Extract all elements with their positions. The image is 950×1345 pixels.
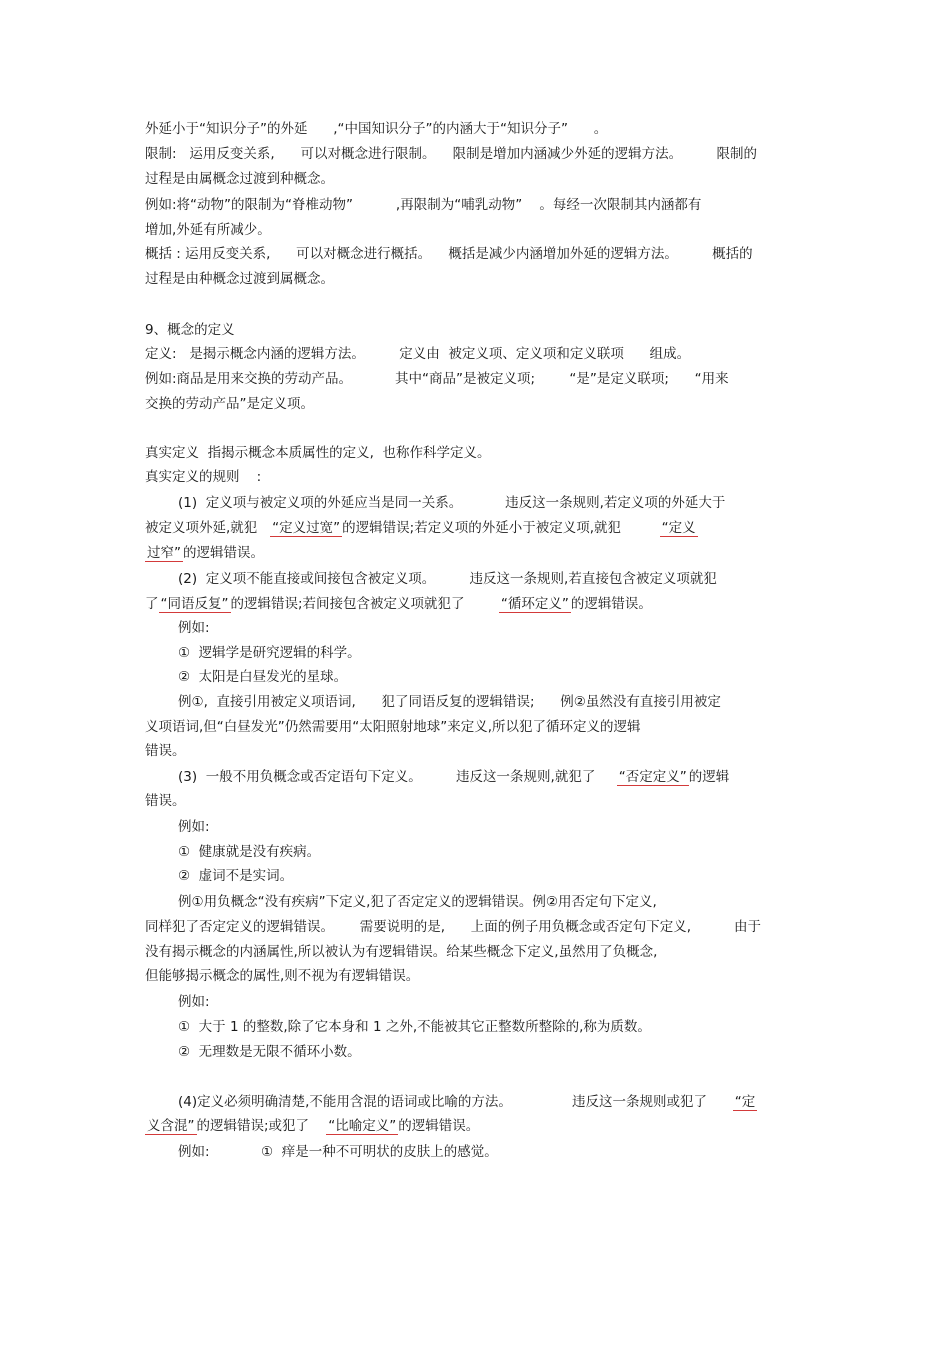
underlined-term: “同语反复” [160,596,229,612]
underlined-term: 过窄” [147,545,181,561]
text-segment: 的逻辑错误。 [570,596,652,612]
text-line [178,644,361,662]
text-line [145,345,690,363]
text-segment: 例如:商品是用来交换的劳动产品。 其中“商品”是被定义项; “是”是定义联项; “用来 [145,371,729,387]
text-segment: 错误。 [145,793,186,809]
text-segment: 交换的劳动产品”是定义项。 [145,396,314,412]
text-line [145,170,334,188]
text-segment: ② 无理数是无限不循环小数。 [178,1044,361,1060]
text-segment: (2) 定义项不能直接或间接包含被定义项。 违反这一条规则,若直接包含被定义项就犯 [178,571,717,587]
text-line [145,918,761,936]
text-segment: 例如: [178,994,210,1010]
text-segment: 例如: [178,819,210,835]
text-line [145,742,186,760]
text-segment: 例如: ① 痒是一种不可明状的皮肤上的感觉。 [178,1144,498,1160]
text-segment: 过程是由种概念过渡到属概念。 [145,271,334,287]
text-segment: ② 虚词不是实词。 [178,868,294,884]
text-segment: 的逻辑错误;若定义项的外延小于被定义项,就犯 [342,520,660,536]
text-segment: 义项语词,但“白昼发光”仍然需要用“太阳照射地球”来定义,所以犯了循环定义的逻辑 [145,719,641,735]
text-line [178,893,657,911]
text-line [178,1143,498,1161]
text-line [145,718,641,736]
text-line [145,145,757,163]
underlined-term: 义含混” [147,1118,195,1134]
text-segment: 外延小于“知识分子”的外延 ,“中国知识分子”的内涵大于“知识分子” 。 [145,121,608,137]
text-segment: 错误。 [145,743,186,759]
text-segment: (4)定义必须明确清楚,不能用含混的语词或比喻的方法。 违反这一条规则或犯了 [178,1094,733,1110]
text-line [178,1043,361,1061]
text-line [145,544,264,562]
text-segment: 定义: 是揭示概念内涵的逻辑方法。 定义由 被定义项、定义项和定义联项 组成。 [145,346,691,362]
underlined-term: “循环定义” [500,596,569,612]
underlined-term: “定义 [661,520,696,536]
text-line [145,468,261,486]
underlined-term: “比喻定义” [328,1118,397,1134]
text-segment: 的逻辑错误。 [183,545,264,561]
text-line [145,519,698,537]
text-segment: 没有揭示概念的内涵属性,所以被认为有逻辑错误。给某些概念下定义,虽然用了负概念, [145,944,658,960]
text-segment: 例①用负概念“没有疾病”下定义,犯了否定定义的逻辑错误。例②用否定句下定义, [178,894,657,910]
text-segment: 限制: 运用反变关系, 可以对概念进行限制。 限制是增加内涵减少外延的逻辑方法。 限制的 [145,146,757,162]
text-segment: (3) 一般不用负概念或否定语句下定义。 违反这一条规则,就犯了 [178,769,617,785]
text-segment: 的逻辑 [688,769,730,785]
text-line [178,619,210,637]
text-segment: 的逻辑错误;或犯了 [196,1118,327,1134]
text-line [145,270,334,288]
text-segment: 增加,外延有所减少。 [145,222,271,238]
text-line [145,321,235,339]
text-line [145,444,490,462]
text-segment: 了 [145,596,159,612]
text-line [145,245,753,263]
underlined-term: “定义过宽” [272,520,341,536]
text-segment: ① 大于 1 的整数,除了它本身和 1 之外,不能被其它正整数所整除的,称为质数。 [178,1019,651,1035]
text-line [178,1093,757,1111]
text-line [145,943,657,961]
text-line [145,967,419,985]
text-segment: 同样犯了否定定义的逻辑错误。 需要说明的是, 上面的例子用负概念或否定句下定义, 由于 [145,919,761,935]
text-line [178,993,210,1011]
text-line [145,792,186,810]
text-line [145,395,314,413]
text-segment: 例如: [178,620,210,636]
text-segment: ① 健康就是没有疾病。 [178,844,321,860]
text-line [178,693,721,711]
text-segment: 概括 : 运用反变关系, 可以对概念进行概括。 概括是减少内涵增加外延的逻辑方法。 概括的 [145,246,753,262]
text-segment: 例①, 直接引用被定义项语词, 犯了同语反复的逻辑错误; 例②虽然没有直接引用被定 [178,694,721,710]
text-line [178,768,729,786]
text-line [178,843,320,861]
underlined-term: “否定定义” [618,769,687,785]
text-segment: ② 太阳是白昼发光的星球。 [178,669,348,685]
text-line [145,370,729,388]
text-line [178,1018,651,1036]
text-segment: (1) 定义项与被定义项的外延应当是同一关系。 违反这一条规则,若定义项的外延大于 [178,495,726,511]
text-segment: 9、概念的定义 [145,322,235,338]
text-line [145,120,607,138]
text-line [178,494,725,512]
text-segment: 例如:将“动物”的限制为“脊椎动物” ,再限制为“哺乳动物” 。每经一次限制其内涵都有 [145,197,702,213]
text-line [145,221,271,239]
text-line [178,867,293,885]
text-segment: 被定义项外延,就犯 [145,520,271,536]
text-line [145,1117,479,1135]
text-line [178,668,347,686]
text-line [145,595,652,613]
text-line [178,818,210,836]
text-line [145,196,701,214]
underlined-term: “定 [734,1094,756,1110]
text-segment: ① 逻辑学是研究逻辑的科学。 [178,645,361,661]
text-segment: 的逻辑错误;若间接包含被定义项就犯了 [230,596,499,612]
text-segment: 真实定义的规则 : [145,469,262,485]
text-line [178,570,717,588]
text-segment: 真实定义 指揭示概念本质属性的定义, 也称作科学定义。 [145,445,491,461]
text-segment: 的逻辑错误。 [398,1118,480,1134]
text-segment: 过程是由属概念过渡到种概念。 [145,171,334,187]
text-segment: 但能够揭示概念的属性,则不视为有逻辑错误。 [145,968,420,984]
